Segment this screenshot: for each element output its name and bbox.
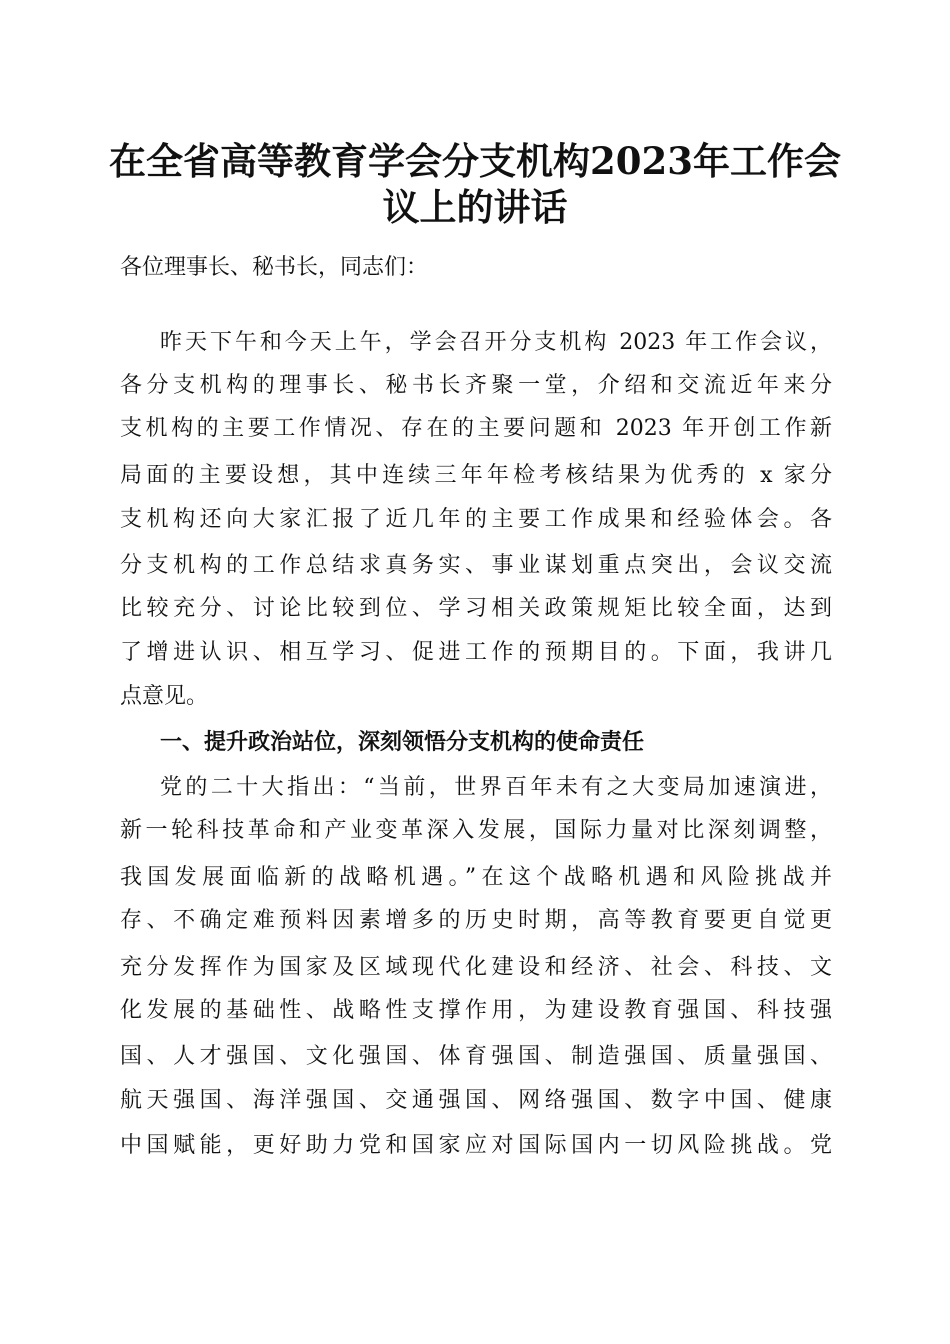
paragraph-line: 了增进认识、相互学习、促进工作的预期目的。下面，我讲几 [120, 640, 832, 665]
paragraph-line: 各分支机构的理事长、秘书长齐聚一堂，介绍和交流近年来分 [120, 373, 832, 398]
document-title-line-1: 在全省高等教育学会分支机构2023年工作会 [109, 139, 841, 183]
document-title-line-2: 议上的讲话 [382, 185, 568, 229]
paragraph-line: 昨天下午和今天上午，学会召开分支机构 2023 年工作会议， [160, 330, 832, 355]
paragraph-line: 支机构还向大家汇报了近几年的主要工作成果和经验体会。各 [120, 507, 832, 532]
paragraph-line: 点意见。 [120, 684, 209, 709]
paragraph-line: 分支机构的工作总结求真务实、事业谋划重点突出，会议交流 [120, 553, 832, 578]
paragraph-line: 局面的主要设想，其中连续三年年检考核结果为优秀的 x 家分 [120, 463, 832, 488]
paragraph-line: 国、人才强国、文化强国、体育强国、制造强国、质量强国、 [120, 1044, 832, 1069]
paragraph-line: 新一轮科技革命和产业变革深入发展，国际力量对比深刻调整， [120, 818, 832, 843]
paragraph-line: 充分发挥作为国家及区域现代化建设和经济、社会、科技、文 [120, 955, 832, 980]
paragraph-line: 我国发展面临新的战略机遇。”在这个战略机遇和风险挑战并 [120, 865, 832, 890]
paragraph-line: 航天强国、海洋强国、交通强国、网络强国、数字中国、健康 [120, 1088, 832, 1113]
paragraph-line: 支机构的主要工作情况、存在的主要问题和 2023 年开创工作新 [120, 416, 832, 441]
paragraph-line: 化发展的基础性、战略性支撑作用，为建设教育强国、科技强 [120, 998, 832, 1023]
paragraph-line: 中国赋能，更好助力党和国家应对国际国内一切风险挑战。党 [120, 1133, 832, 1158]
section-heading: 一、提升政治站位，深刻领悟分支机构的使命责任 [160, 730, 645, 755]
salutation: 各位理事长、秘书长，同志们： [120, 255, 429, 280]
paragraph-line: 党的二十大指出：“当前，世界百年未有之大变局加速演进， [160, 775, 832, 800]
paragraph-line: 比较充分、讨论比较到位、学习相关政策规矩比较全面，达到 [120, 596, 832, 621]
paragraph-line: 存、不确定难预料因素增多的历史时期，高等教育要更自觉更 [120, 908, 832, 933]
